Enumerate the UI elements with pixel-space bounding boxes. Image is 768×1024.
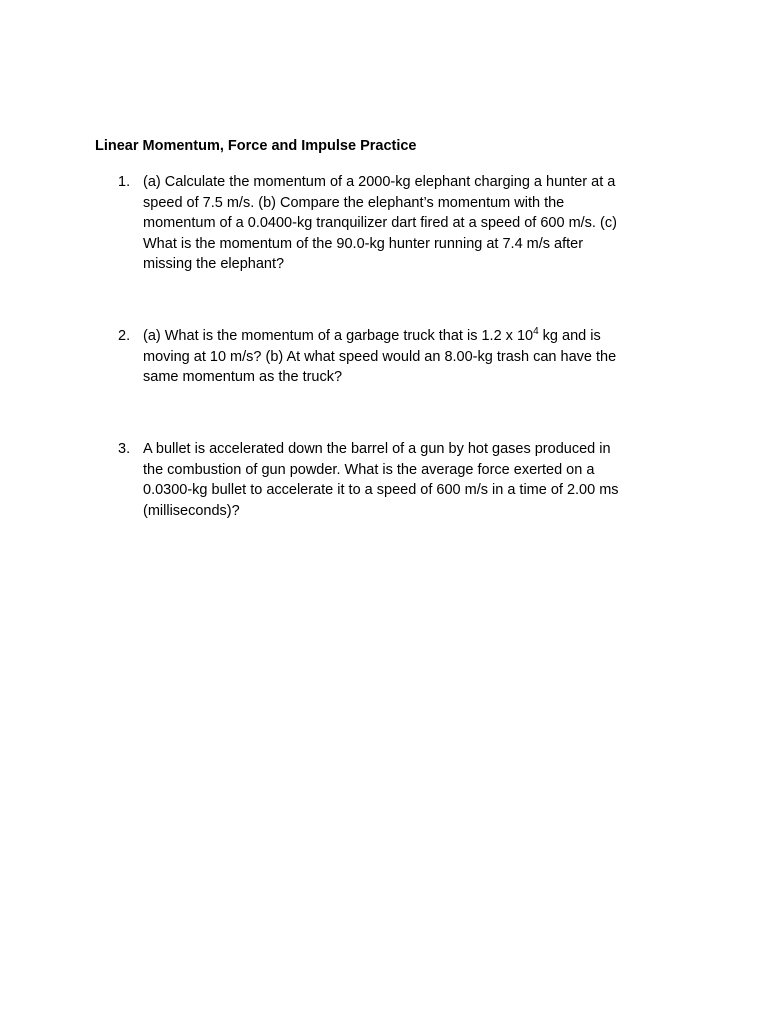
question-line: missing the elephant?: [143, 256, 285, 272]
question-line: 0.0300-kg bullet to accelerate it to a speed of 600 m/s in a time of 2.00 ms: [143, 482, 619, 498]
question-line: same momentum as the truck?: [143, 369, 343, 385]
question-line: A bullet is accelerated down the barrel of a gun by hot gases produced in: [143, 441, 611, 457]
question-line: (a) Calculate the momentum of a 2000-kg elephant charging a hunter at a: [143, 174, 616, 190]
question-text: [143, 439, 658, 521]
question-line: momentum of a 0.0400-kg tranquilizer dart fired at a speed of 600 m/s. (c): [143, 215, 617, 231]
question-line-part: kg and is: [538, 328, 601, 344]
question-line: What is the momentum of the 90.0-kg hunter running at 7.4 m/s after: [143, 235, 584, 252]
question-text: [143, 326, 658, 388]
question-line-part: (a) What is the momentum of a garbage truck that is 1.2 x 10: [143, 328, 534, 344]
exponent: 4: [533, 326, 539, 337]
question-line: speed of 7.5 m/s. (b) Compare the elephant’s momentum with the: [143, 194, 565, 211]
question-line: moving at 10 m/s? (b) At what speed would an 8.00-kg trash can have the: [143, 348, 617, 365]
question-line: [143, 326, 658, 347]
question-number: 1.: [118, 174, 131, 190]
question-number: 3.: [118, 441, 131, 457]
question-text: [143, 172, 658, 275]
question-number: 2.: [118, 328, 131, 344]
document-title: Linear Momentum, Force and Impulse Practice: [95, 138, 417, 154]
question-line: (milliseconds)?: [143, 502, 240, 519]
question-line: the combustion of gun powder. What is the average force exerted on a: [143, 461, 595, 478]
